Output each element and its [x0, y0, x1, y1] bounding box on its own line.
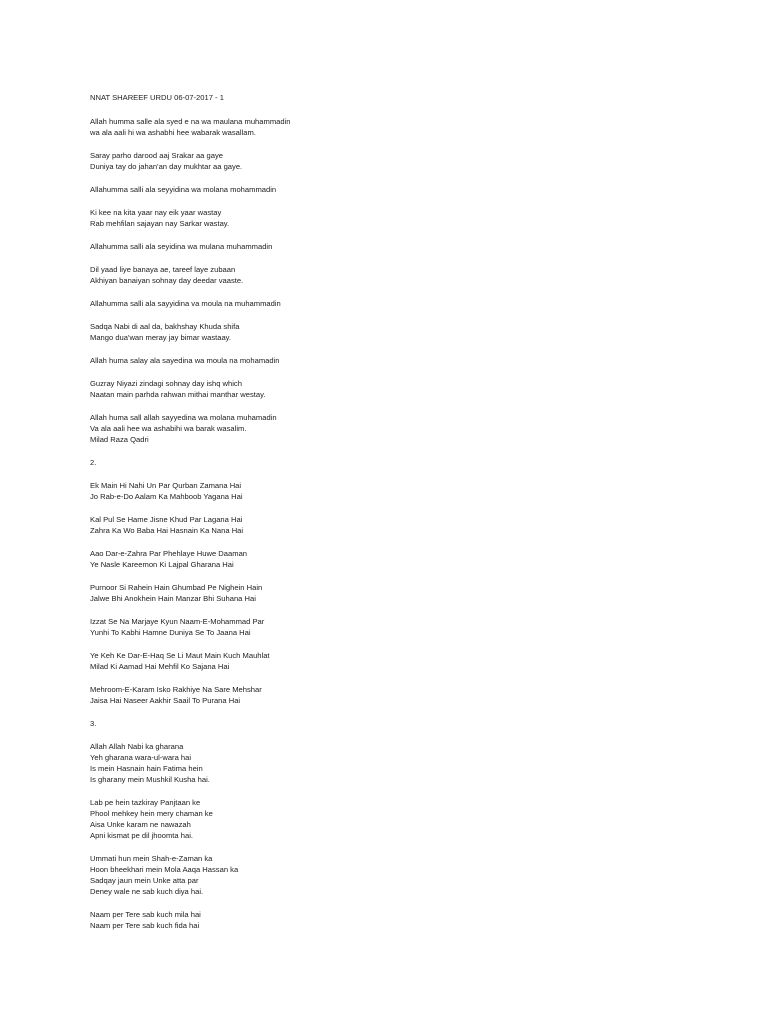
verse-line: Akhiyan banaiyan sohnay day deedar vaaste.: [90, 276, 244, 285]
verse-line: Naam per Tere sab kuch mila hai: [90, 910, 201, 919]
stanza: [90, 582, 710, 604]
stanza: [90, 853, 710, 897]
verse-line: Phool mehkey hein mery chaman ke: [90, 809, 213, 818]
section-heading: 3.: [90, 719, 97, 728]
verse-line: Ummati hun mein Shah-e-Zaman ka: [90, 854, 213, 863]
verse-line: Ek Main Hi Nahi Un Par Qurban Zamana Hai: [90, 481, 242, 490]
verse-line: wa ala aali hi wa ashabhi hee wabarak wasallam.: [90, 128, 256, 137]
stanza: [90, 650, 710, 672]
stanza: [90, 241, 710, 252]
verse-line: Kal Pul Se Hame Jisne Khud Par Lagana Hai: [90, 515, 243, 524]
stanza: [90, 616, 710, 638]
stanza: [90, 909, 710, 931]
verse-line: Lab pe hein tazkiray Panjtaan ke: [90, 798, 201, 807]
stanza: [90, 514, 710, 536]
verse-line: Jalwe Bhi Anokhein Hain Manzar Bhi Suhana Hai: [90, 594, 256, 603]
stanza: [90, 378, 710, 400]
verse-line: Jaisa Hai Naseer Aakhir Saail To Purana Hai: [90, 696, 241, 705]
document-page: [90, 92, 710, 943]
stanza: [90, 184, 710, 195]
stanza: [90, 207, 710, 229]
verse-line: Allah humma salle ala syed e na wa maulana muhammadin: [90, 117, 291, 126]
verse-line: Rab mehfilan sajayan nay Sarkar wastay.: [90, 219, 230, 228]
verse-line: Allahumma salli ala seyidina wa mulana muhammadin: [90, 242, 273, 251]
verse-line: Yunhi To Kabhi Hamne Duniya Se To Jaana Hai: [90, 628, 251, 637]
verse-line: Deney wale ne sab kuch diya hai.: [90, 887, 204, 896]
verse-line: Mango dua'wan meray jay bimar wastaay.: [90, 333, 232, 342]
stanza: [90, 480, 710, 502]
document-body: [90, 116, 710, 931]
section-heading: 2.: [90, 458, 97, 467]
verse-line: Is mein Hasnain hain Fatima hein: [90, 764, 203, 773]
stanza: [90, 741, 710, 785]
verse-line: Allahumma salli ala sayyidina va moula na muhammadin: [90, 299, 281, 308]
document-title: NNAT SHAREEF URDU 06-07-2017 - 1: [90, 93, 224, 102]
verse-line: Guzray Niyazi zindagi sohnay day ishq which: [90, 379, 242, 388]
verse-line: Milad Raza Qadri: [90, 435, 149, 444]
verse-line: Mehroom-E-Karam Isko Rakhiye Na Sare Mehshar: [90, 685, 262, 694]
stanza: [90, 412, 710, 445]
stanza: [90, 321, 710, 343]
stanza: [90, 797, 710, 841]
verse-line: Allah huma salay ala sayedina wa moula na mohamadin: [90, 356, 280, 365]
stanza: [90, 355, 710, 366]
verse-line: Sadqa Nabi di aal da, bakhshay Khuda shifa: [90, 322, 240, 331]
verse-line: Duniya tay do jahan'an day mukhtar aa gaye.: [90, 162, 243, 171]
stanza: [90, 298, 710, 309]
verse-line: Saray parho darood aaj Srakar aa gaye: [90, 151, 223, 160]
verse-line: Naam per Tere sab kuch fida hai: [90, 921, 200, 930]
verse-line: Sadqay jaun mein Unke atta par: [90, 876, 199, 885]
verse-line: Allah Allah Nabi ka gharana: [90, 742, 184, 751]
verse-line: Jo Rab-e-Do Aalam Ka Mahboob Yagana Hai: [90, 492, 243, 501]
verse-line: Milad Ki Aamad Hai Mehfil Ko Sajana Hai: [90, 662, 230, 671]
stanza: [90, 684, 710, 706]
verse-line: Allah huma sall allah sayyedina wa molana muhamadin: [90, 413, 277, 422]
verse-line: Apni kismat pe dil jhoomta hai.: [90, 831, 193, 840]
verse-line: Hoon bheekhari mein Mola Aaqa Hassan ka: [90, 865, 239, 874]
verse-line: Dil yaad liye banaya ae, tareef laye zubaan: [90, 265, 236, 274]
stanza: [90, 116, 710, 138]
stanza: [90, 264, 710, 286]
verse-line: Naatan main parhda rahwan mithai manthar westay.: [90, 390, 266, 399]
verse-line: Aisa Unke karam ne nawazah: [90, 820, 191, 829]
stanza: [90, 150, 710, 172]
stanza: [90, 548, 710, 570]
verse-line: Allahumma salli ala seyyidina wa molana mohammadin: [90, 185, 277, 194]
verse-line: Va ala aali hee wa ashabihi wa barak wasalim.: [90, 424, 247, 433]
verse-line: Ye Nasle Kareemon Ki Lajpal Gharana Hai: [90, 560, 234, 569]
verse-line: Ki kee na kita yaar nay eik yaar wastay: [90, 208, 222, 217]
verse-line: Aao Dar-e-Zahra Par Phehlaye Huwe Daaman: [90, 549, 248, 558]
verse-line: Purnoor Si Rahein Hain Ghumbad Pe Nighein Hain: [90, 583, 263, 592]
verse-line: Zahra Ka Wo Baba Hai Hasnain Ka Nana Hai: [90, 526, 244, 535]
verse-line: Yeh gharana wara-ul-wara hai: [90, 753, 192, 762]
verse-line: Izzat Se Na Marjaye Kyun Naam-E-Mohammad Par: [90, 617, 265, 626]
verse-line: Ye Keh Ke Dar-E-Haq Se Li Maut Main Kuch Mauhlat: [90, 651, 270, 660]
verse-line: Is gharany mein Mushkil Kusha hai.: [90, 775, 210, 784]
